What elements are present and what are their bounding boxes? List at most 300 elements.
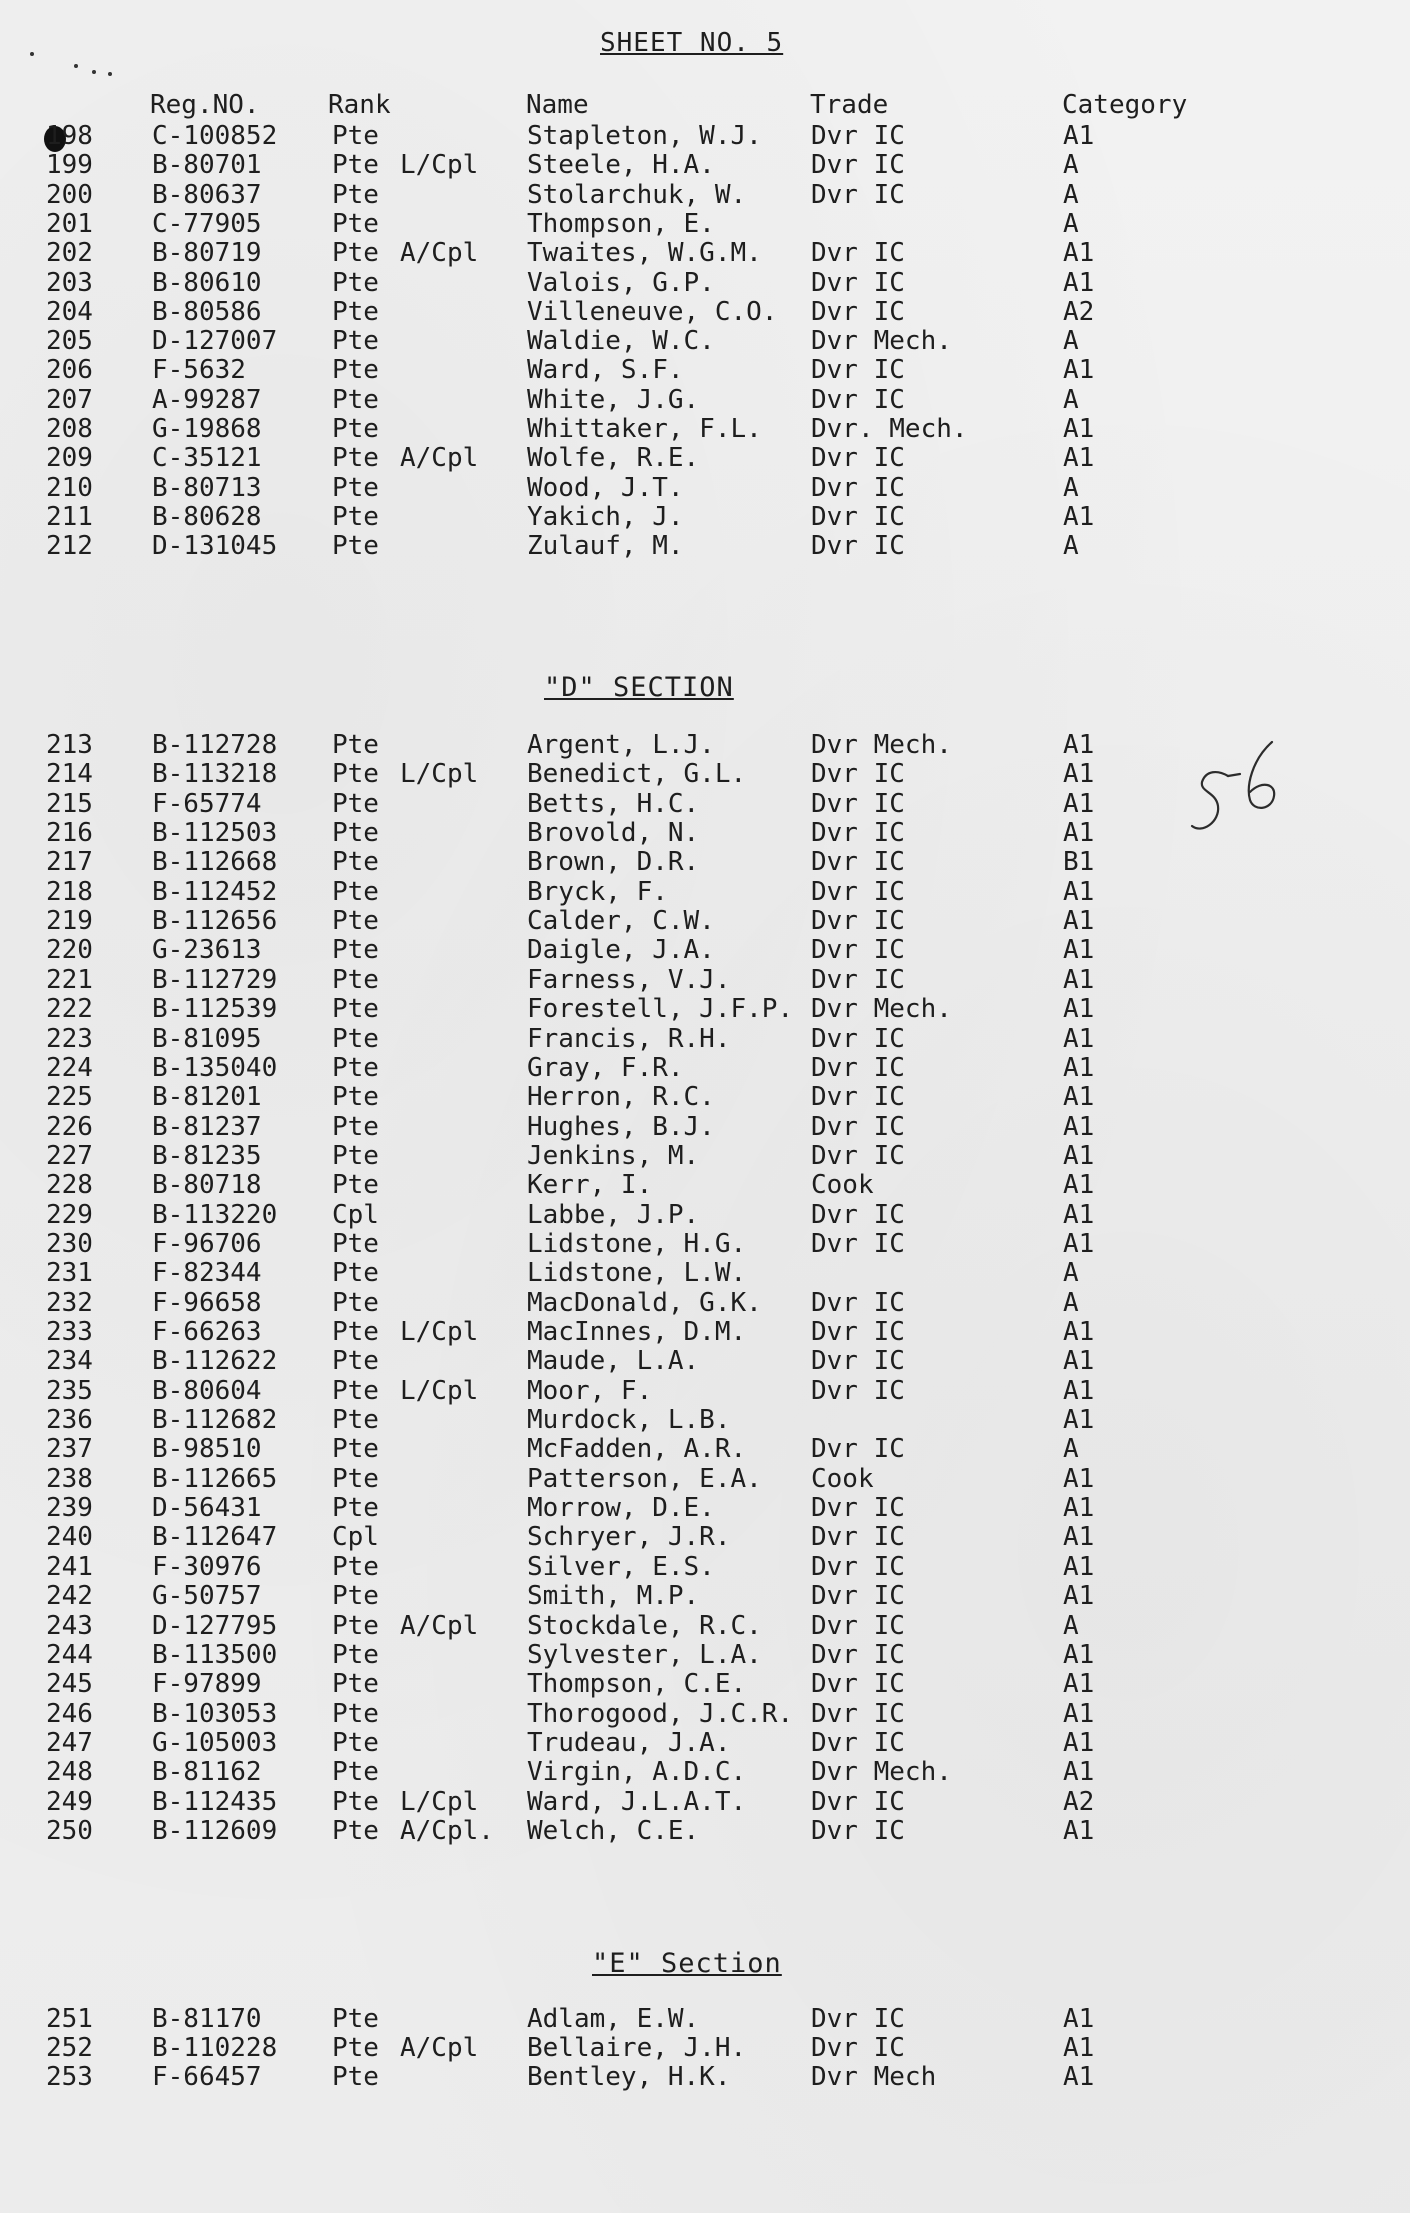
category: A1 [1063,1552,1095,1582]
trade: Dvr IC [811,1552,905,1582]
reg-no: F-96706 [152,1229,262,1259]
reg-no: F-65774 [152,789,262,819]
reg-no: B-112668 [152,847,278,877]
reg-no: B-112452 [152,877,278,907]
row-number: 202 [46,238,93,268]
rank: Pte [332,1170,379,1200]
category: A1 [1063,906,1095,936]
reg-no: F-82344 [152,1258,262,1288]
table-row [0,269,1410,298]
soldier-name: Argent, L.J. [527,730,715,760]
row-number: 245 [46,1669,93,1699]
category: A1 [1063,1405,1095,1435]
row-number: 226 [46,1112,93,1142]
reg-no: B-80719 [152,238,262,268]
appointment: L/Cpl [400,150,479,180]
table-row [0,907,1410,936]
reg-no: B-112647 [152,1522,278,1552]
category: A1 [1063,502,1095,532]
row-number: 239 [46,1493,93,1523]
table-row [0,356,1410,385]
reg-no: B-80713 [152,473,262,503]
row-number: 236 [46,1405,93,1435]
rank: Pte [332,1288,379,1318]
reg-no: B-112622 [152,1346,278,1376]
category: A1 [1063,1728,1095,1758]
rank: Pte [332,1787,379,1817]
header-rank: Rank [328,90,391,120]
soldier-name: Wolfe, R.E. [527,443,700,473]
reg-no: F-96658 [152,1288,262,1318]
rank: Pte [332,2004,379,2034]
rank: Pte [332,935,379,965]
category: A1 [1063,1170,1095,1200]
soldier-name: Betts, H.C. [527,789,700,819]
reg-no: B-113500 [152,1640,278,1670]
trade: Dvr IC [811,759,905,789]
table-row [0,327,1410,356]
soldier-name: Jenkins, M. [527,1141,700,1171]
category: A1 [1063,268,1095,298]
category: A [1063,385,1079,415]
soldier-name: Moor, F. [527,1376,653,1406]
category: A2 [1063,297,1095,327]
row-number: 227 [46,1141,93,1171]
rank: Pte [332,1346,379,1376]
rank: Pte [332,1669,379,1699]
table-row [0,1817,1410,1846]
category: A1 [1063,2033,1095,2063]
soldier-name: Schryer, J.R. [527,1522,731,1552]
row-number: 214 [46,759,93,789]
trade: Dvr IC [811,1317,905,1347]
soldier-name: Brown, D.R. [527,847,700,877]
reg-no: B-113218 [152,759,278,789]
category: A1 [1063,965,1095,995]
category: A1 [1063,1816,1095,1846]
reg-no: G-105003 [152,1728,278,1758]
soldier-name: Villeneuve, C.O. [527,297,778,327]
row-number: 199 [46,150,93,180]
soldier-name: Trudeau, J.A. [527,1728,731,1758]
category: A [1063,1434,1079,1464]
soldier-name: Forestell, J.F.P. [527,994,794,1024]
row-number: 200 [46,180,93,210]
header-trade: Trade [810,90,889,120]
soldier-name: Hughes, B.J. [527,1112,715,1142]
reg-no: B-112539 [152,994,278,1024]
trade: Dvr IC [811,1611,905,1641]
soldier-name: Silver, E.S. [527,1552,715,1582]
table-row [0,2005,1410,2034]
table-row [0,936,1410,965]
category: A1 [1063,818,1095,848]
soldier-name: Stolarchuk, W. [527,180,747,210]
table-row [0,1553,1410,1582]
rank: Pte [332,1611,379,1641]
trade: Dvr Mech. [811,994,952,1024]
category: A [1063,1258,1079,1288]
category: A1 [1063,1522,1095,1552]
rank: Pte [332,1376,379,1406]
table-row [0,444,1410,473]
appointment: L/Cpl [400,1317,479,1347]
table-row [0,386,1410,415]
reg-no: B-135040 [152,1053,278,1083]
row-number: 208 [46,414,93,444]
rank: Pte [332,818,379,848]
soldier-name: Stapleton, W.J. [527,121,762,151]
trade: Dvr IC [811,1288,905,1318]
trade: Dvr Mech [811,2062,937,2092]
table-row [0,1230,1410,1259]
trade: Dvr IC [811,180,905,210]
table-row [0,503,1410,532]
soldier-name: Bryck, F. [527,877,668,907]
soldier-name: Smith, M.P. [527,1581,700,1611]
row-number: 216 [46,818,93,848]
trade: Dvr IC [811,385,905,415]
trade: Dvr IC [811,1376,905,1406]
reg-no: B-80628 [152,502,262,532]
reg-no: B-80718 [152,1170,262,1200]
soldier-name: Brovold, N. [527,818,700,848]
category: A1 [1063,935,1095,965]
reg-no: B-80610 [152,268,262,298]
category: A1 [1063,1757,1095,1787]
reg-no: B-81095 [152,1024,262,1054]
trade: Dvr IC [811,1229,905,1259]
rank: Cpl [332,1200,379,1230]
trade: Dvr IC [811,297,905,327]
table-row [0,2034,1410,2063]
soldier-name: Stockdale, R.C. [527,1611,762,1641]
reg-no: B-110228 [152,2033,278,2063]
soldier-name: Thorogood, J.C.R. [527,1699,794,1729]
rank: Pte [332,1141,379,1171]
trade: Dvr IC [811,443,905,473]
category: A1 [1063,1053,1095,1083]
section-title-d: "D" SECTION [544,672,734,703]
table-row [0,1641,1410,1670]
appointment: A/Cpl [400,2033,479,2063]
row-number: 225 [46,1082,93,1112]
reg-no: F-97899 [152,1669,262,1699]
rank: Pte [332,1229,379,1259]
rank: Pte [332,1728,379,1758]
section-title-e: "E" Section [592,1948,782,1979]
category: A1 [1063,1464,1095,1494]
reg-no: B-81170 [152,2004,262,2034]
trade: Dvr IC [811,1728,905,1758]
reg-no: B-112682 [152,1405,278,1435]
category: A1 [1063,759,1095,789]
row-number: 211 [46,502,93,532]
category: A1 [1063,2004,1095,2034]
rank: Pte [332,209,379,239]
trade: Dvr IC [811,1053,905,1083]
table-row [0,1612,1410,1641]
rank: Pte [332,414,379,444]
category: A [1063,326,1079,356]
table-row [0,474,1410,503]
reg-no: A-99287 [152,385,262,415]
rank: Pte [332,180,379,210]
category: A [1063,209,1079,239]
trade: Dvr IC [811,1816,905,1846]
rank: Pte [332,385,379,415]
table-row [0,966,1410,995]
rank: Pte [332,268,379,298]
table-row [0,848,1410,877]
rank: Pte [332,1082,379,1112]
trade: Dvr IC [811,1581,905,1611]
trade: Dvr IC [811,935,905,965]
category: A1 [1063,1082,1095,1112]
table-row [0,1465,1410,1494]
table-row [0,1289,1410,1318]
row-number: 252 [46,2033,93,2063]
category: A1 [1063,994,1095,1024]
trade: Dvr IC [811,1640,905,1670]
row-number: 247 [46,1728,93,1758]
table-row [0,415,1410,444]
soldier-name: White, J.G. [527,385,700,415]
row-number: 250 [46,1816,93,1846]
trade: Dvr Mech. [811,326,952,356]
reg-no: B-80604 [152,1376,262,1406]
soldier-name: Steele, H.A. [527,150,715,180]
trade: Dvr IC [811,965,905,995]
table-row [0,1435,1410,1464]
table-row [0,1582,1410,1611]
rank: Pte [332,1464,379,1494]
category: A1 [1063,877,1095,907]
trade: Dvr Mech. [811,730,952,760]
appointment: A/Cpl [400,238,479,268]
soldier-name: Wood, J.T. [527,473,684,503]
row-number: 248 [46,1757,93,1787]
table-row [0,1788,1410,1817]
trade: Dvr Mech. [811,1757,952,1787]
reg-no: D-56431 [152,1493,262,1523]
soldier-name: Francis, R.H. [527,1024,731,1054]
row-number: 231 [46,1258,93,1288]
soldier-name: MacDonald, G.K. [527,1288,762,1318]
reg-no: B-103053 [152,1699,278,1729]
table-row [0,1054,1410,1083]
row-number: 235 [46,1376,93,1406]
category: A1 [1063,355,1095,385]
rank: Pte [332,1757,379,1787]
row-number: 238 [46,1464,93,1494]
table-row [0,1494,1410,1523]
rank: Pte [332,730,379,760]
row-number: 230 [46,1229,93,1259]
category: A1 [1063,1200,1095,1230]
trade: Dvr IC [811,121,905,151]
rank: Pte [332,1053,379,1083]
row-number: 201 [46,209,93,239]
category: A1 [1063,1317,1095,1347]
appointment: L/Cpl [400,759,479,789]
row-number: 234 [46,1346,93,1376]
category: A1 [1063,1581,1095,1611]
trade: Dvr. Mech. [811,414,968,444]
category: A1 [1063,238,1095,268]
row-number: 253 [46,2062,93,2092]
reg-no: G-19868 [152,414,262,444]
soldier-name: Murdock, L.B. [527,1405,731,1435]
trade: Cook [811,1170,874,1200]
soldier-name: Bentley, H.K. [527,2062,731,2092]
soldier-name: Zulauf, M. [527,531,684,561]
table-row [0,878,1410,907]
trade: Dvr IC [811,1787,905,1817]
soldier-name: Welch, C.E. [527,1816,700,1846]
soldier-name: Yakich, J. [527,502,684,532]
appointment: A/Cpl. [400,1816,494,1846]
rank: Pte [332,1581,379,1611]
rank: Pte [332,1699,379,1729]
soldier-name: Thompson, C.E. [527,1669,747,1699]
reg-no: B-81162 [152,1757,262,1787]
trade: Dvr IC [811,1082,905,1112]
category: A1 [1063,443,1095,473]
trade: Dvr IC [811,818,905,848]
sheet-title: SHEET NO. 5 [600,28,784,58]
row-number: 204 [46,297,93,327]
trade: Dvr IC [811,2004,905,2034]
soldier-name: Bellaire, J.H. [527,2033,747,2063]
trade: Dvr IC [811,1200,905,1230]
rank: Pte [332,297,379,327]
row-number: 223 [46,1024,93,1054]
trade: Dvr IC [811,268,905,298]
table-row [0,532,1410,561]
row-number: 221 [46,965,93,995]
rank: Pte [332,2033,379,2063]
row-number: 224 [46,1053,93,1083]
trade: Dvr IC [811,1522,905,1552]
soldier-name: Benedict, G.L. [527,759,747,789]
reg-no: B-80701 [152,150,262,180]
appointment: A/Cpl [400,443,479,473]
table-row [0,1758,1410,1787]
soldier-name: Morrow, D.E. [527,1493,715,1523]
rank: Pte [332,1552,379,1582]
appointment: A/Cpl [400,1611,479,1641]
row-number: 205 [46,326,93,356]
rank: Pte [332,238,379,268]
reg-no: F-30976 [152,1552,262,1582]
category: A1 [1063,730,1095,760]
handwritten-page-number [1180,730,1290,850]
row-number: 218 [46,877,93,907]
table-row [0,122,1410,151]
row-number: 246 [46,1699,93,1729]
table-row [0,1171,1410,1200]
table-row [0,2063,1410,2092]
soldier-name: Ward, J.L.A.T. [527,1787,747,1817]
category: A1 [1063,1699,1095,1729]
reg-no: B-112728 [152,730,278,760]
trade: Dvr IC [811,1024,905,1054]
trade: Dvr IC [811,847,905,877]
category: A1 [1063,1669,1095,1699]
row-number: 232 [46,1288,93,1318]
table-row [0,1377,1410,1406]
category: A1 [1063,1376,1095,1406]
trade: Dvr IC [811,906,905,936]
header-reg-no: Reg.NO. [150,90,260,120]
reg-no: F-66457 [152,2062,262,2092]
category: A [1063,150,1079,180]
reg-no: B-112656 [152,906,278,936]
row-number: 198 [46,121,93,151]
rank: Pte [332,1493,379,1523]
category: A1 [1063,1141,1095,1171]
row-number: 210 [46,473,93,503]
row-number: 213 [46,730,93,760]
category: A [1063,473,1079,503]
table-row [0,995,1410,1024]
soldier-name: Labbe, J.P. [527,1200,700,1230]
rank: Pte [332,1317,379,1347]
soldier-name: Waldie, W.C. [527,326,715,356]
trade: Dvr IC [811,473,905,503]
rank: Pte [332,759,379,789]
category: A1 [1063,1024,1095,1054]
row-number: 228 [46,1170,93,1200]
soldier-name: Lidstone, L.W. [527,1258,747,1288]
row-number: 207 [46,385,93,415]
rank: Pte [332,1640,379,1670]
trade: Dvr IC [811,1493,905,1523]
table-row [0,1729,1410,1758]
rank: Pte [332,847,379,877]
reg-no: G-50757 [152,1581,262,1611]
category: A2 [1063,1787,1095,1817]
soldier-name: McFadden, A.R. [527,1434,747,1464]
category: A [1063,180,1079,210]
trade: Dvr IC [811,789,905,819]
rank: Pte [332,1816,379,1846]
appointment: L/Cpl [400,1376,479,1406]
row-number: 220 [46,935,93,965]
rank: Pte [332,1112,379,1142]
soldier-name: Ward, S.F. [527,355,684,385]
reg-no: B-81201 [152,1082,262,1112]
table-row [0,1259,1410,1288]
row-number: 249 [46,1787,93,1817]
table-row [0,1025,1410,1054]
table-row [0,1083,1410,1112]
rank: Pte [332,355,379,385]
row-number: 251 [46,2004,93,2034]
reg-no: B-112435 [152,1787,278,1817]
appointment: L/Cpl [400,1787,479,1817]
table-row [0,1700,1410,1729]
rank: Pte [332,531,379,561]
trade: Dvr IC [811,1699,905,1729]
soldier-name: Calder, C.W. [527,906,715,936]
soldier-name: Twaites, W.G.M. [527,238,762,268]
category: A [1063,1288,1079,1318]
reg-no: D-131045 [152,531,278,561]
table-row [0,151,1410,180]
soldier-name: Maude, L.A. [527,1346,700,1376]
